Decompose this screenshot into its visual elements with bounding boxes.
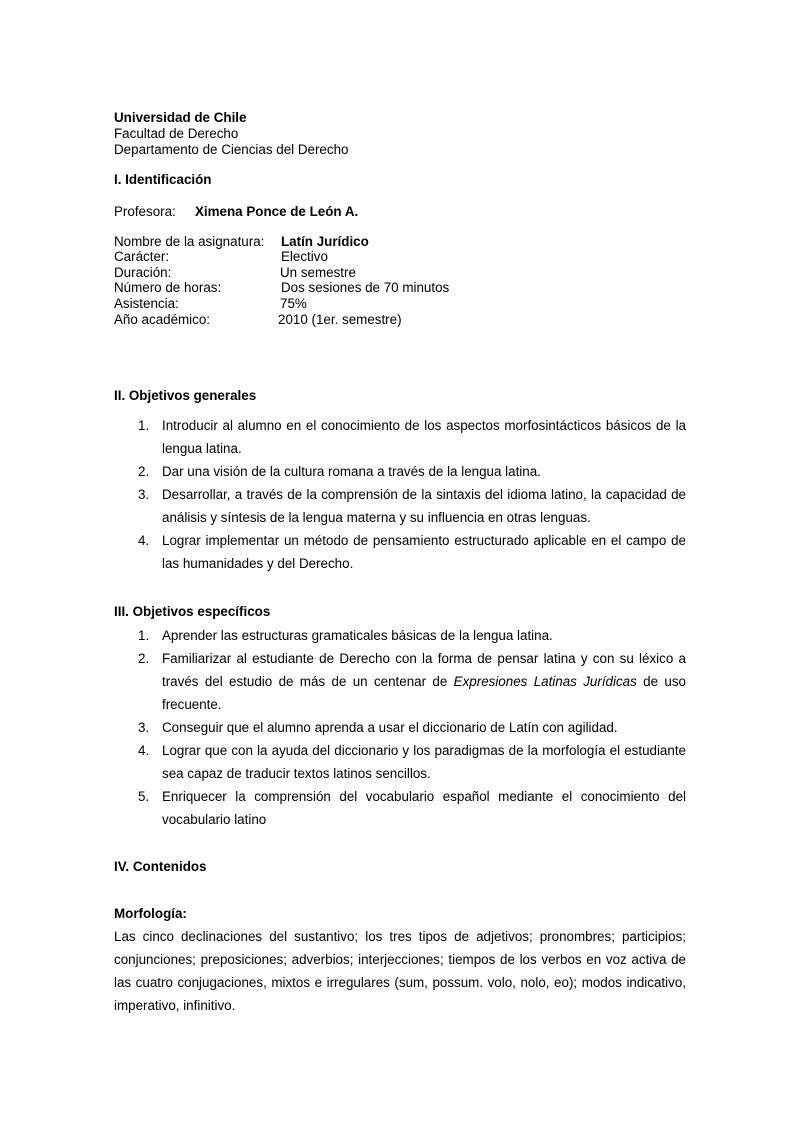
- list-item-text: Conseguir que el alumno aprenda a usar el diccionario de Latín con agilidad.: [162, 720, 618, 735]
- professor-label: Profesora:: [114, 204, 176, 219]
- section-objetivos-generales-title: II. Objetivos generales: [114, 388, 257, 403]
- list-item: [114, 460, 686, 483]
- field-label-horas: Número de horas:: [114, 280, 222, 295]
- list-item: [114, 716, 686, 739]
- list-number: 1.: [138, 628, 150, 643]
- field-value-horas: Dos sesiones de 70 minutos: [281, 280, 450, 295]
- field-label-anio: Año académico:: [114, 312, 211, 327]
- list-item: [114, 785, 686, 831]
- list-item: [114, 529, 686, 575]
- morfologia-paragraph: Las cinco declinaciones del sustantivo; los tres tipos de adjetivos; pronombres; participios; conjunciones; preposiciones; adverbios; interjecciones; tiempos de los verbos en voz activa de las cuatro conjugaciones, mixtos e irregulares (sum, possum. volo, nolo, eo); modos indicativo, imperativo, infinitivo.: [114, 929, 686, 1013]
- field-label-caracter: Carácter:: [114, 249, 170, 264]
- section-identificacion-title: I. Identificación: [114, 172, 212, 187]
- list-item-text-end: de uso frecuente.: [162, 674, 686, 712]
- objetivos-generales-list: [114, 414, 686, 575]
- department-name: Departamento de Ciencias del Derecho: [114, 142, 349, 157]
- list-number: 4.: [138, 533, 150, 548]
- list-item: [114, 647, 686, 716]
- list-item-text: Familiarizar al estudiante de Derecho con la forma de pensar latina y con su léxico a través del estudio de más de un centenar de: [162, 651, 686, 689]
- list-item-text: Desarrollar, a través de la comprensión de la sintaxis del idioma latino, la capacidad de análisis y síntesis de la lengua materna y su influencia en otras lenguas.: [162, 487, 686, 525]
- list-item-text: Lograr implementar un método de pensamiento estructurado aplicable en el campo de las humanidades y del Derecho.: [162, 533, 686, 571]
- list-item-text: Dar una visión de la cultura romana a través de la lengua latina.: [162, 464, 541, 479]
- list-item: [114, 739, 686, 785]
- field-value-anio: 2010 (1er. semestre): [278, 312, 402, 327]
- list-item-text: Aprender las estructuras gramaticales básicas de la lengua latina.: [162, 628, 553, 643]
- professor-name: Ximena Ponce de León A.: [195, 204, 359, 219]
- field-value-asistencia: 75%: [280, 296, 307, 311]
- section-objetivos-especificos-title: III. Objetivos específicos: [114, 604, 271, 619]
- list-item: [114, 624, 686, 647]
- list-number: 1.: [138, 418, 150, 433]
- list-number: 2.: [138, 651, 150, 666]
- list-number: 2.: [138, 464, 150, 479]
- morfologia-subtitle: Morfología:: [114, 906, 187, 921]
- list-number: 5.: [138, 789, 150, 804]
- objetivos-especificos-list: [114, 624, 686, 831]
- list-number: 3.: [138, 487, 150, 502]
- list-item-text: Lograr que con la ayuda del diccionario y los paradigmas de la morfología el estudiante sea capaz de traducir textos latinos sencillos.: [162, 743, 686, 781]
- list-item-text: Enriquecer la comprensión del vocabulario español mediante el conocimiento del vocabulario latino: [162, 789, 686, 827]
- list-item: [114, 414, 686, 460]
- list-item: [114, 483, 686, 529]
- section-contenidos-title: IV. Contenidos: [114, 859, 207, 874]
- university-name: Universidad de Chile: [114, 110, 247, 125]
- field-value-caracter: Electivo: [281, 249, 328, 264]
- field-value-duracion: Un semestre: [280, 265, 356, 280]
- list-item-text: Introducir al alumno en el conocimiento de los aspectos morfosintácticos básicos de la lengua latina.: [162, 418, 686, 456]
- field-label-asignatura: Nombre de la asignatura:: [114, 234, 265, 249]
- list-number: 3.: [138, 720, 150, 735]
- field-label-duracion: Duración:: [114, 265, 172, 280]
- field-value-asignatura: Latín Jurídico: [281, 234, 369, 249]
- faculty-name: Facultad de Derecho: [114, 126, 239, 141]
- list-item-italic-text: Expresiones Latinas Jurídicas: [453, 674, 637, 689]
- list-number: 4.: [138, 743, 150, 758]
- field-label-asistencia: Asistencia:: [114, 296, 179, 311]
